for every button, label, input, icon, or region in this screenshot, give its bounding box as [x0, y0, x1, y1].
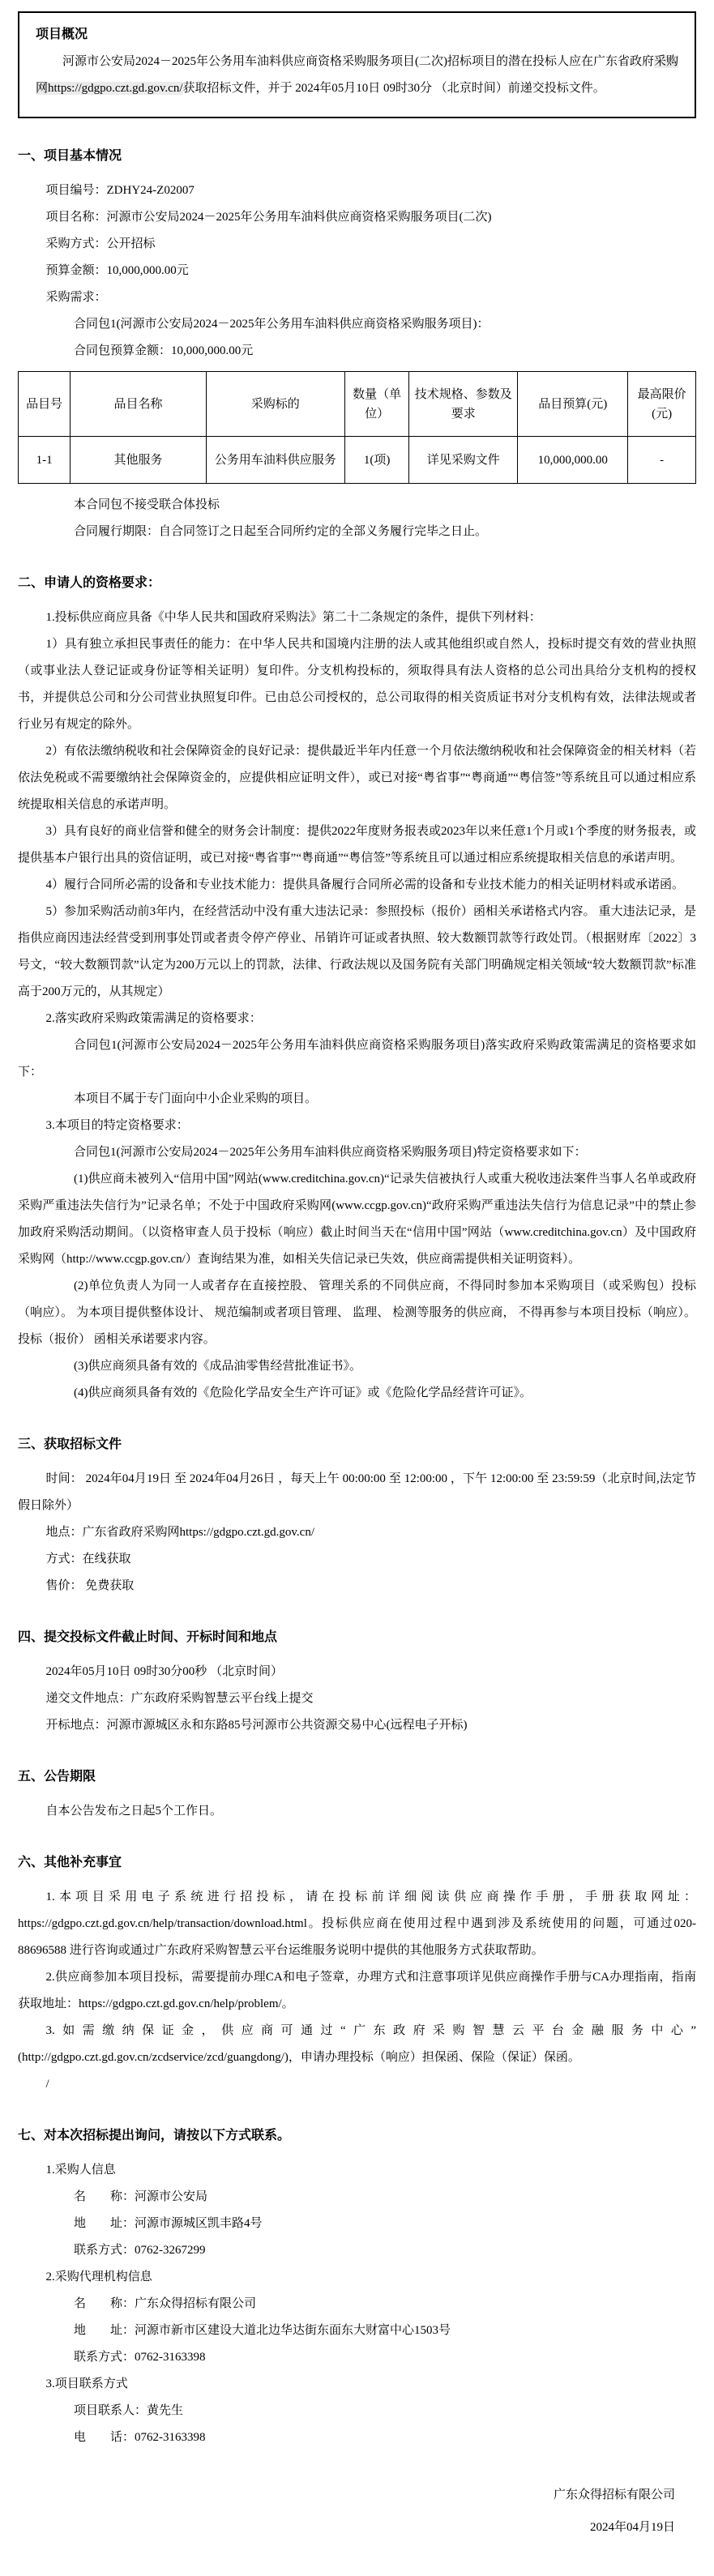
budget-amount: 预算金额：10,000,000.00元: [45, 264, 189, 277]
col-subject: 采购标的: [206, 372, 344, 437]
purchaser-heading: 1.采购人信息: [45, 2164, 116, 2177]
contract-term-note: 合同履行期限：自合同签订之日起至合同所约定的全部义务履行完毕之日止。: [74, 525, 488, 538]
overview-title: 项目概况: [36, 28, 88, 41]
demand-label: 采购需求：: [45, 291, 107, 304]
qualification-item-3-1: (1)供应商未被列入“信用中国”网站(www.creditchina.gov.cn)“记录失信被执行人或重大税收违法案件当事人名单或政府采购严重违法失信行为”记录名单；不处于中国政府采购网(www.ccgp.gov.cn)“政府采购严重违法失信行为信息记录”中的禁止参加政府采购活动期间。（以资格审查人员于投标（响应）截止时间当天在“信用中国”网站（www.creditchina.gov.cn）及中国政府采购网（http://www.ccgp.gov.cn/）查询结果为准，如相关失信记录已失效，供应商需提供相关证明资料）。: [18, 1173, 696, 1266]
agency-address: 地 址：河源市新市区建设大道北边华达街东面东大财富中心1503号: [74, 2324, 451, 2337]
col-max-price: 最高限价(元): [628, 372, 696, 437]
submission-place: 递交文件地点：广东政府采购智慧云平台线上提交: [45, 1692, 314, 1705]
procurement-site-url: 采购网https://gdgpo.czt.gd.gov.cn/: [36, 55, 679, 95]
cell-subject: 公务用车油料供应服务: [206, 437, 344, 484]
cell-item-name: 其他服务: [71, 437, 206, 484]
agency-contact: 联系方式：0762-3163398: [74, 2351, 206, 2364]
project-contact-heading: 3.项目联系方式: [45, 2377, 128, 2390]
col-quantity: 数量（单位）: [344, 372, 408, 437]
project-contact-phone: 电 话：0762-3163398: [74, 2431, 206, 2444]
supplement-item-1: 1.本项目采用电子系统进行招投标，请在投标前详细阅读供应商操作手册，手册获取网址：https://gdgpo.czt.gd.gov.cn/help/transaction/download.html。投标供应商在使用过程中遇到涉及系统使用的问题，可通过020-88696588 进行咨询或通过广东政府采购智慧云平台运维服务说明中提供的其他服务方式获取帮助。: [18, 1890, 696, 1957]
qualification-item-2: 2.落实政府采购政策需满足的资格要求：: [45, 1012, 262, 1025]
project-overview-box: [18, 11, 696, 118]
signature-date: 2024年04月19日: [589, 2521, 675, 2534]
section2-title: 二、申请人的资格要求：: [18, 576, 161, 590]
qualification-item-3-0: 合同包1(河源市公安局2024－2025年公务用车油料供应商资格采购服务项目)特定资格要求如下：: [74, 1146, 587, 1159]
qualification-item-2-2: 本项目不属于专门面向中小企业采购的项目。: [74, 1092, 318, 1105]
qualification-item-1-3: 3）具有良好的商业信誉和健全的财务会计制度：提供2022年度财务报表或2023年以来任意1个月或1个季度的财务报表，或提供基本户银行出具的资信证明，或已对接“粤省事”“粤商通”“粤信签”等系统且可以通过相应系统提取相关信息的承诺声明。: [18, 825, 697, 865]
overview-paragraph: [36, 49, 678, 102]
agency-heading: 2.采购代理机构信息: [45, 2271, 152, 2283]
qualification-item-1-1: 1）具有独立承担民事责任的能力：在中华人民共和国境内注册的法人或其他组织或自然人，投标时提交有效的营业执照（或事业法人登记证或身份证等相关证明）复印件。分支机构投标的，须取得具有法人资格的总公司出具给分支机构的授权书，并提供总公司和分公司营业执照复印件。已由总公司授权的，总公司取得的相关资质证书对分支机构有效，法律法规或者行业另有规定的除外。: [18, 638, 696, 731]
qualification-item-3-4: (4)供应商须具备有效的《危险化学品安全生产许可证》或《危险化学品经营许可证》。: [74, 1386, 532, 1399]
document-time: 时间： 2024年04月19日 至 2024年04月26日 ，每天上午 00:00:00 至 12:00:00 ，下午 12:00:00 至 23:59:59（北京时间,法定节假日除外）: [18, 1472, 696, 1512]
qualification-item-3: 3.本项目的特定资格要求：: [45, 1119, 189, 1132]
col-item-budget: 品目预算(元): [518, 372, 628, 437]
supplement-item-4: /: [45, 2078, 49, 2091]
col-item-name: 品目名称: [71, 372, 206, 437]
section5-title: 五、公告期限: [18, 1770, 96, 1784]
supplement-item-2: 2.供应商参加本项目投标，需要提前办理CA和电子签章，办理方式和注意事项详见供应商操作手册与CA办理指南，指南获取地址：https://gdgpo.czt.gd.gov.cn/help/problem/。: [18, 1971, 696, 2010]
bid-opening-place: 开标地点：河源市源城区永和东路85号河源市公共资源交易中心(远程电子开标): [45, 1719, 468, 1732]
project-name: 项目名称：河源市公安局2024－2025年公务用车油料供应商资格采购服务项目(二次): [45, 211, 492, 224]
procurement-method: 采购方式：公开招标: [45, 237, 156, 250]
cell-max-price: -: [628, 437, 696, 484]
col-tech-spec: 技术规格、参数及要求: [409, 372, 518, 437]
items-table: [18, 371, 696, 484]
qualification-item-1-4: 4）履行合同所必需的设备和专业技术能力：提供具备履行合同所必需的设备和专业技术能力的相关证明材料或承诺函。: [45, 878, 685, 891]
section3-title: 三、获取招标文件: [18, 1438, 122, 1451]
document-price: 售价： 免费获取: [45, 1579, 135, 1592]
overview-text-post: 获取招标文件，并于 2024年05月10日 09时30分 （北京时间）前递交投标文件。: [182, 82, 605, 95]
section4-title: 四、提交投标文件截止时间、开标时间和地点: [18, 1630, 278, 1644]
document-location: 地点：广东省政府采购网https://gdgpo.czt.gd.gov.cn/: [45, 1526, 315, 1539]
contract-package-line: 合同包1(河源市公安局2024－2025年公务用车油料供应商资格采购服务项目)：: [74, 318, 490, 331]
qualification-item-3-3: (3)供应商须具备有效的《成品油零售经营批准证书》。: [74, 1360, 361, 1373]
col-item-no: 品目号: [19, 372, 71, 437]
signature-company: 广东众得招标有限公司: [553, 2488, 675, 2501]
purchaser-name: 名 称：河源市公安局: [74, 2190, 208, 2203]
items-table-header-row: [19, 372, 696, 437]
qualification-item-3-2: (2)单位负责人为同一人或者存在直接控股、 管理关系的不同供应商，不得同时参加本采购项目（或采购包）投标（响应）。 为本项目提供整体设计、 规范编制或者项目管理、 监理、 检测等服务的供应商， 不得再参与本项目投标（响应）。 投标（报价） 函相关承诺要求内容。: [18, 1279, 696, 1346]
qualification-item-2-1: 合同包1(河源市公安局2024－2025年公务用车油料供应商资格采购服务项目)落实政府采购政策需满足的资格要求如下：: [18, 1039, 696, 1079]
document-method: 方式：在线获取: [45, 1553, 131, 1566]
qualification-item-1-2: 2）有依法缴纳税收和社会保障资金的良好记录：提供最近半年内任意一个月依法缴纳税收和社会保障资金的相关材料（若依法免税或不需要缴纳社会保障资金的，应提供相应证明文件），或已对接“粤省事”“粤商通”“粤信签”等系统且可以通过相应系统提取相关信息的承诺声明。: [18, 745, 697, 811]
purchaser-contact: 联系方式：0762-3267299: [74, 2244, 206, 2257]
qualification-item-1-5: 5）参加采购活动前3年内，在经营活动中没有重大违法记录：参照投标（报价）函相关承诺格式内容。 重大违法记录，是指供应商因违法经营受到刑事处罚或者责令停产停业、吊销许可证或者执照、较大数额罚款等行政处罚。（根据财库〔2022〕3号文，“较大数额罚款”认定为200万元以上的罚款，法律、行政法规以及国务院有关部门明确规定相关领域“较大数额罚款”标准高于200万元的，从其规定）: [18, 905, 696, 998]
no-consortium-note: 本合同包不接受联合体投标: [74, 498, 220, 511]
supplement-item-3: 3.如需缴纳保证金，供应商可通过“广东政府采购智慧云平台金融服务中心”(http://gdgpo.czt.gd.gov.cn/zcdservice/zcd/guangdong/)，申请办理投标（响应）担保函、保险（保证）保函。: [18, 2024, 696, 2064]
contract-package-budget: 合同包预算金额：10,000,000.00元: [74, 344, 254, 357]
section6-title: 六、其他补充事宜: [18, 1856, 122, 1869]
section7-title: 七、对本次招标提出询问，请按以下方式联系。: [18, 2129, 291, 2142]
qualification-item-1: 1.投标供应商应具备《中华人民共和国政府采购法》第二十二条规定的条件，提供下列材料：: [45, 611, 541, 624]
overview-text-pre: 河源市公安局2024－2025年公务用车油料供应商资格采购服务项目(二次)招标项目的潜在投标人应在广东省政府: [62, 55, 654, 68]
signature-block: [18, 2479, 696, 2544]
cell-tech-spec: 详见采购文件: [409, 437, 518, 484]
announcement-period: 自本公告发布之日起5个工作日。: [45, 1805, 223, 1818]
cell-item-budget: 10,000,000.00: [518, 437, 628, 484]
cell-quantity: 1(项): [344, 437, 408, 484]
project-number: 项目编号：ZDHY24-Z02007: [45, 184, 195, 197]
section1-title: 一、项目基本情况: [18, 149, 122, 163]
purchaser-address: 地 址：河源市源城区凯丰路4号: [74, 2217, 263, 2230]
table-row: [19, 437, 696, 484]
cell-item-no: 1-1: [19, 437, 71, 484]
project-contact-person: 项目联系人：黄先生: [74, 2404, 184, 2417]
agency-name: 名 称：广东众得招标有限公司: [74, 2297, 257, 2310]
bid-deadline: 2024年05月10日 09时30分00秒 （北京时间）: [45, 1665, 284, 1678]
